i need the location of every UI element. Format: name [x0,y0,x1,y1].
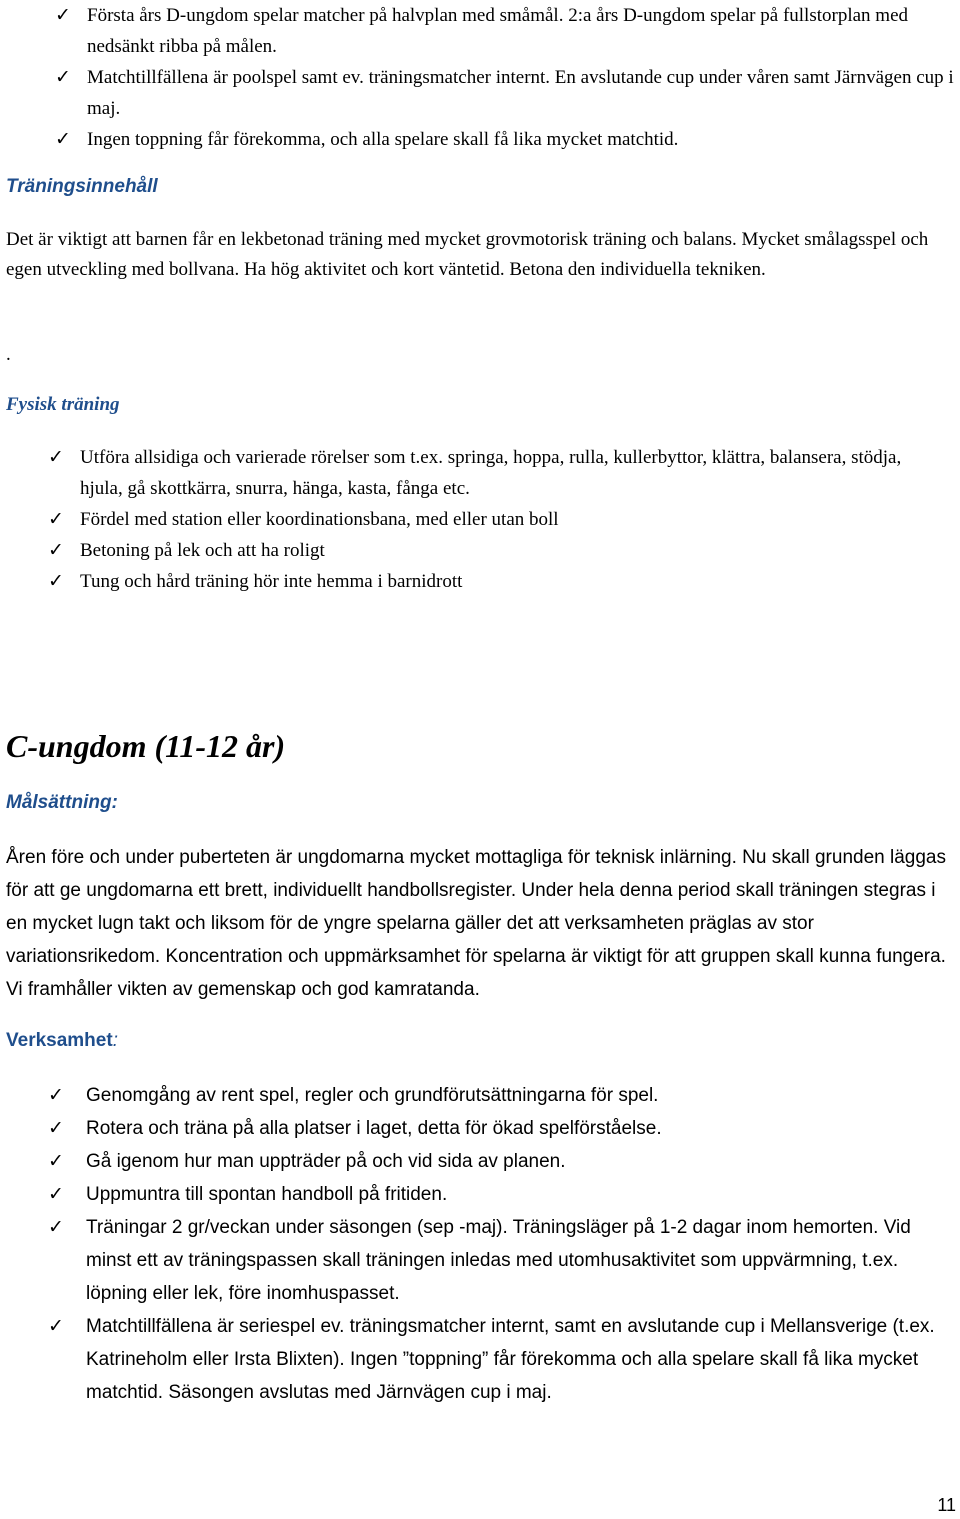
checkmark-icon: ✓ [48,570,64,592]
list-item-text: Tung och hård träning hör inte hemma i barnidrott [80,571,463,592]
list-item [48,504,948,535]
list-item-text: Gå igenom hur man uppträder på och vid sida av planen. [86,1151,566,1172]
fysisk-traning-list [48,442,948,597]
list-item-text: Utföra allsidiga och varierade rörelser som t.ex. springa, hoppa, rulla, kullerbyttor, klättra, balansera, stödja, hjula, gå skottkärra, snurra, hänga, kasta, fånga etc. [80,447,902,499]
list-item-text: Ingen toppning får förekomma, och alla spelare skall få lika mycket matchtid. [87,129,679,150]
section-heading-fysisk-traning: Fysisk träning [6,394,120,415]
verksamhet-label: Verksamhet [6,1030,113,1051]
list-item-text: Matchtillfällena är seriespel ev. träningsmatcher internt, samt en avslutande cup i Mellansverige (t.ex. Katrineholm eller Irsta Blixten). Ingen ”toppning” får förekomma och alla spelare skall få lika mycket matchtid. Säsongen avslutas med Järnvägen cup i maj. [86,1316,935,1403]
checkmark-icon: ✓ [48,1117,64,1139]
verksamhet-list [48,1079,960,1409]
list-item-text: Genomgång av rent spel, regler och grundförutsättningarna för spel. [86,1085,659,1106]
list-item [48,1178,960,1211]
list-item-text: Träningar 2 gr/veckan under säsongen (sep -maj). Träningsläger på 1-2 dagar inom hemorten. Vid minst ett av träningspassen skall träningen inledas med utomhusaktivitet som uppvärmning, t.ex. löpning eller lek, före inomhuspasset. [86,1217,911,1304]
section-heading-verksamhet [6,1026,118,1056]
list-item [48,1112,960,1145]
list-item [48,1310,960,1409]
list-item [55,0,955,62]
list-item-text: Matchtillfällena är poolspel samt ev. träningsmatcher internt. En avslutande cup under våren samt Järnvägen cup i maj. [87,67,954,119]
list-item [48,1211,960,1310]
stray-period: . [6,344,11,365]
traningsinnehall-paragraph: Det är viktigt att barnen får en lekbetonad träning med mycket grovmotorisk träning och balans. Mycket smålagsspel och egen utveckling med bollvana. Ha hög aktivitet och kort väntetid. Betona den individuella tekniken. [6,229,929,280]
list-item-text: Rotera och träna på alla platser i laget, detta för ökad spelförståelse. [86,1118,662,1139]
malsattning-paragraph: Åren före och under puberteten är ungdomarna mycket mottagliga för teknisk inlärning. Nu skall grunden läggas för att ge ungdomarna ett brett, individuellt handbollsregister. Under hela denna period skall träningen stegras i en mycket lugn takt och liksom för de yngre spelarna gäller det att verksamheten präglas av stor variationsrikedom. Koncentration och uppmärksamhet för spelarna är viktigt för att gruppen skall kunna fungera. Vi framhåller vikten av gemenskap och god kamratanda. [6,847,946,1000]
list-item [55,62,955,124]
list-item [55,124,955,155]
list-item [48,566,948,597]
checkmark-icon: ✓ [48,508,64,530]
checkmark-icon: ✓ [48,1183,64,1205]
list-item-text: Betoning på lek och att ha roligt [80,540,325,561]
checkmark-icon: ✓ [48,539,64,561]
checkmark-icon: ✓ [48,1216,64,1238]
checkmark-icon: ✓ [48,446,64,468]
checkmark-icon: ✓ [48,1150,64,1172]
list-item-text: Uppmuntra till spontan handboll på fritiden. [86,1184,448,1205]
section-heading-c-ungdom: C-ungdom (11-12 år) [6,728,286,764]
list-item-text: Fördel med station eller koordinationsbana, med eller utan boll [80,509,559,530]
verksamhet-colon: : [112,1030,118,1051]
list-item-text: Första års D-ungdom spelar matcher på halvplan med småmål. 2:a års D-ungdom spelar på fullstorplan med nedsänkt ribba på målen. [87,5,908,57]
page-number: 11 [937,1495,956,1515]
checkmark-icon: ✓ [48,1084,64,1106]
list-item [48,1145,960,1178]
checkmark-icon: ✓ [48,1315,64,1337]
checkmark-icon: ✓ [55,128,71,150]
list-item [48,535,948,566]
checkmark-icon: ✓ [55,66,71,88]
section-heading-traningsinnehall: Träningsinnehåll [6,176,158,197]
list-item [48,442,948,504]
section-heading-malsattning: Målsättning: [6,792,118,813]
checkmark-icon: ✓ [55,4,71,26]
list-item [48,1079,960,1112]
d-ungdom-match-list [55,0,955,155]
